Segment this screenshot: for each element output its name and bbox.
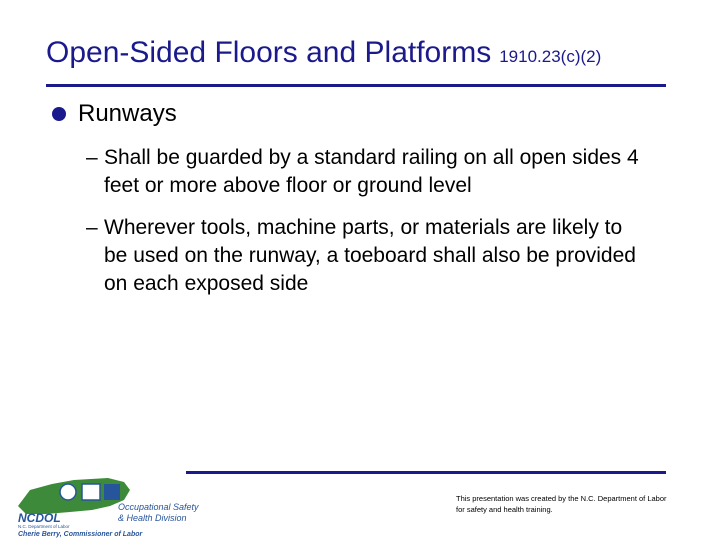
slide-title [46, 36, 601, 70]
ncdol-logo [12, 476, 212, 538]
sub-bullet [86, 214, 646, 298]
bullet-dot-icon [52, 107, 66, 121]
footer-note: This presentation was created by the N.C. Department of Labor for safety and health training. [456, 494, 667, 514]
hardhat-icon [60, 484, 76, 500]
sub-bullet [86, 144, 646, 200]
main-bullet [52, 100, 177, 128]
stethoscope-icon [104, 484, 120, 500]
sub-bullet-text: Shall be guarded by a standard railing on all open sides 4 feet or more above floor or ground level [104, 146, 639, 197]
workers-icon [82, 484, 100, 500]
standard-number: 1910.23(c)(2) [499, 47, 602, 66]
title-text: Open-Sided Floors and Platforms [46, 36, 492, 69]
footer-divider [186, 471, 666, 474]
dash-icon: – [86, 216, 98, 239]
logo-dept: N.C. Department of Labor [18, 524, 70, 529]
logo-org: NCDOL [18, 511, 61, 525]
bullet-text: Runways [78, 100, 177, 127]
dash-icon: – [86, 146, 98, 169]
logo-division-line2: & Health Division [118, 513, 187, 523]
logo-commissioner: Cherie Berry, Commissioner of Labor [18, 531, 143, 538]
sub-bullet-text: Wherever tools, machine parts, or materials are likely to be used on the runway, a toeboard shall also be provided on each exposed side [104, 216, 636, 295]
title-divider [46, 84, 666, 87]
logo-division-line1: Occupational Safety [118, 502, 199, 512]
